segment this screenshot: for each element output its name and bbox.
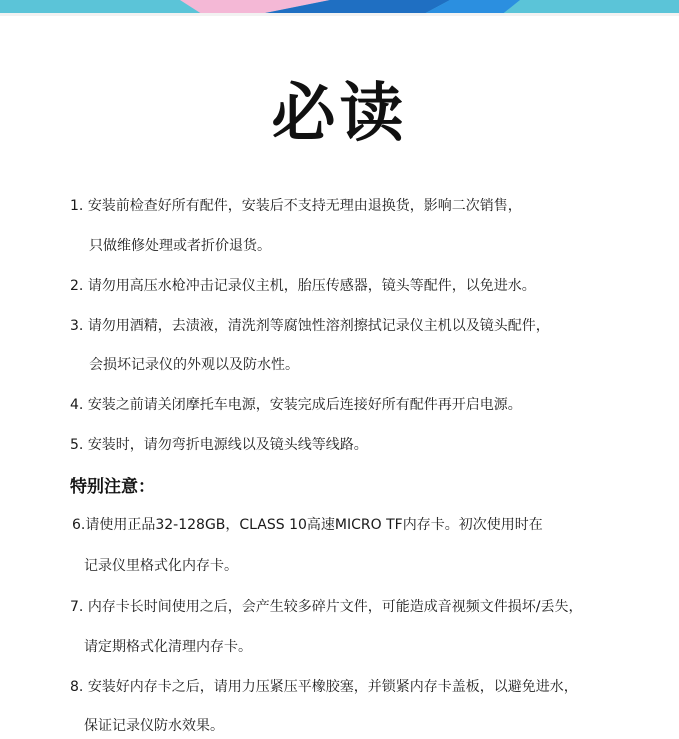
item-5-text-1: 安装时，请勿弯折电源线以及镜头线等线路。 — [87, 437, 368, 453]
item-7-text-1: 内存卡长时间使用之后，会产生较多碎片文件，可能造成音视频文件损坏/丢失， — [87, 599, 583, 615]
item-7-line-2: 请定期格式化清理内存卡。 — [84, 639, 252, 655]
page-title: 必读 — [271, 77, 408, 151]
item-8-text-1: 安装好内存卡之后，请用力压紧压平橡胶塞，并锁紧内存卡盖板，以避免进水， — [87, 679, 578, 695]
special-notice-heading: 特别注意： — [70, 477, 155, 497]
item-1-line-2: 只做维修处理或者折价退货。 — [89, 238, 271, 254]
item-6-line-1 — [72, 515, 543, 535]
item-1-number: 1. — [70, 198, 84, 214]
item-4-text-1: 安装之前请关闭摩托车电源，安装完成后连接好所有配件再开启电源。 — [87, 397, 522, 413]
item-5-number: 5. — [70, 437, 84, 453]
item-1-line-1 — [70, 196, 522, 216]
item-2-text-1: 请勿用高压水枪冲击记录仪主机，胎压传感器，镜头等配件，以免进水。 — [87, 278, 536, 294]
item-1-text-1: 安装前检查好所有配件，安装后不支持无理由退换货，影响二次销售， — [87, 198, 522, 214]
item-3-line-1 — [70, 316, 550, 336]
item-6-line-2: 记录仪里格式化内存卡。 — [84, 558, 238, 574]
item-4-line-1 — [70, 395, 522, 415]
item-5-line-1 — [70, 435, 368, 455]
item-7-line-1 — [70, 597, 583, 617]
item-3-line-2: 会损坏记录仪的外观以及防水性。 — [89, 357, 299, 373]
item-2-line-1 — [70, 276, 536, 296]
item-3-text-1: 请勿用酒精，去渍液，清洗剂等腐蚀性溶剂擦拭记录仪主机以及镜头配件， — [87, 318, 550, 334]
item-7-number: 7. — [70, 599, 84, 615]
item-3-number: 3. — [70, 318, 84, 334]
item-8-line-2: 保证记录仪防水效果。 — [84, 718, 224, 734]
item-8-line-1 — [70, 677, 578, 697]
item-4-number: 4. — [70, 397, 84, 413]
item-2-number: 2. — [70, 278, 84, 294]
top-banner-decoration — [0, 0, 679, 16]
item-6-text-1: 请使用正品32-128GB，CLASS 10高速MICRO TF内存卡。初次使用时在 — [85, 517, 543, 533]
item-8-number: 8. — [70, 679, 84, 695]
banner-graphic — [0, 0, 679, 16]
item-6-number: 6. — [72, 517, 86, 533]
